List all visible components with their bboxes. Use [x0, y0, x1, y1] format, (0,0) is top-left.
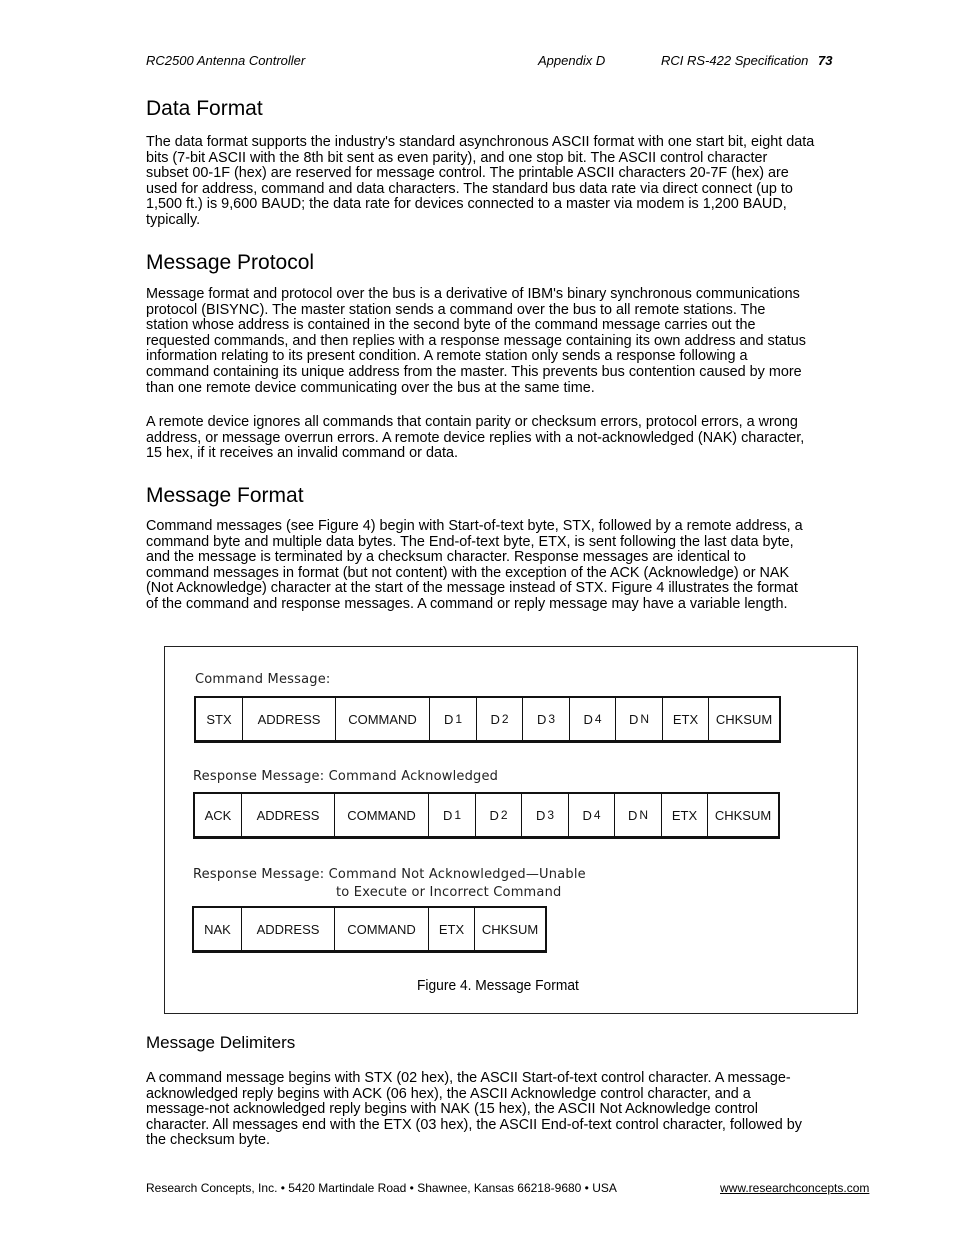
field-name: CHKSUM: [715, 711, 773, 727]
text-line: 1,500 ft.) is 9,600 BAUD; the data rate for devices connected to a master via modem is 1,200 BAUD,: [146, 196, 787, 213]
field-name: D: [628, 711, 639, 727]
field-cell: [336, 698, 430, 740]
text-line: Message format and protocol over the bus is a derivative of IBM's binary synchronous communications: [146, 286, 800, 302]
heading-message-delimiters: Message Delimiters: [146, 1033, 296, 1052]
figure-label: Command Message:: [195, 672, 331, 687]
text-line: of the command and response messages. A command or reply message may have a variable length.: [146, 595, 788, 612]
field-cell: [430, 698, 477, 740]
figure-message-format: [164, 646, 858, 1014]
heading-message-format: Message Format: [146, 484, 304, 507]
field-cell: [476, 794, 522, 836]
field-name: D: [443, 711, 454, 727]
field-cell: [475, 908, 545, 950]
field-cell: [477, 698, 523, 740]
field-name: ACK: [204, 807, 232, 823]
text-line: acknowledged reply begins with ACK (06 hex), the ASCII Acknowledge control character, and a: [146, 1085, 751, 1102]
text-line: The data format supports the industry's standard asynchronous ASCII format with one start bit, eight data: [146, 134, 815, 150]
field-cell: [242, 794, 335, 836]
field-cell: [335, 908, 429, 950]
header-section: RCI RS-422 Specification: [661, 53, 809, 68]
field-cell: [429, 794, 476, 836]
text-line: character. All messages end with the ETX (03 hex), the ASCII End-of-text control character, followed by: [146, 1116, 802, 1133]
field-name: ETX: [671, 807, 698, 823]
text-line: A remote device ignores all commands that contain parity or checksum errors, protocol errors, a wrong: [146, 414, 798, 430]
text-line: typically.: [146, 211, 201, 228]
text-line: requested commands, and then replies with a response message containing its own address and status: [146, 332, 806, 349]
field-cell: [570, 698, 616, 740]
text-line: bits (7-bit ASCII with the 8th bit sent as even parity), and one stop bit. The ASCII control character: [146, 149, 768, 166]
field-name: STX: [206, 711, 232, 727]
field-cell: [569, 794, 615, 836]
field-cell: [709, 698, 779, 740]
text-line: information relating to its present condition. A remote station only sends a response following a: [146, 348, 748, 365]
field-subscript: N: [640, 712, 650, 726]
field-subscript: 3: [547, 808, 555, 822]
paragraph: [146, 519, 886, 613]
field-name: ADDRESS: [256, 921, 320, 937]
field-cell: [615, 794, 662, 836]
field-subscript: 4: [594, 712, 602, 726]
field-cell: [194, 908, 242, 950]
text-line: and the message is terminated by a checksum character. Response messages are identical to: [146, 549, 746, 566]
field-subscript: 1: [455, 712, 463, 726]
field-subscript: 3: [548, 712, 556, 726]
paragraph: [146, 287, 886, 396]
figure-label: Response Message: Command Acknowledged: [193, 769, 499, 784]
footer-address: Research Concepts, Inc. • 5420 Martindale Road • Shawnee, Kansas 66218-9680 • USA: [146, 1181, 617, 1195]
paragraph: [146, 1071, 886, 1149]
field-name: ADDRESS: [256, 807, 320, 823]
text-line: address, or message overrun errors. A remote device replies with a not-acknowledged (NAK) character,: [146, 429, 805, 446]
field-name: COMMAND: [348, 711, 417, 727]
field-name: D: [536, 711, 547, 727]
field-cell: [196, 698, 243, 740]
field-name: COMMAND: [347, 921, 416, 937]
figure-label: to Execute or Incorrect Command: [336, 885, 562, 900]
text-line: used for address, command and data characters. The standard bus data rate via direct connect (up to: [146, 180, 793, 197]
field-cell: [522, 794, 569, 836]
field-cell: [429, 908, 475, 950]
field-name: D: [627, 807, 638, 823]
heading-data-format: Data Format: [146, 97, 263, 120]
field-name: D: [583, 711, 593, 727]
text-line: station whose address is contained in the second byte of the command message carries out the: [146, 317, 756, 334]
field-subscript: N: [639, 808, 649, 822]
text-line: than one remote device communicating over the bus at the same time.: [146, 379, 595, 396]
figure-label: Response Message: Command Not Acknowledged—Unable: [193, 867, 586, 882]
header-doc-title: RC2500 Antenna Controller: [146, 53, 306, 68]
field-cell: [662, 794, 708, 836]
ack-message-diagram: [193, 792, 780, 839]
field-subscript: 2: [500, 808, 508, 822]
figure-caption: Figure 4. Message Format: [417, 977, 579, 994]
field-name: ADDRESS: [257, 711, 321, 727]
text-line: subset 00-1F (hex) are reserved for message control. The printable ASCII characters 20-7F (hex) are: [146, 165, 789, 182]
field-cell: [243, 698, 336, 740]
field-name: D: [489, 807, 499, 823]
text-line: command messages in format (but not content) with the exception of the ACK (Acknowledge) or NAK: [146, 564, 790, 581]
paragraph: [146, 415, 886, 462]
field-name: ETX: [438, 921, 465, 937]
text-line: the checksum byte.: [146, 1132, 270, 1149]
footer-website-link[interactable]: www.researchconcepts.com: [720, 1181, 870, 1195]
field-name: D: [442, 807, 453, 823]
field-subscript: 1: [454, 808, 462, 822]
command-message-diagram: [194, 696, 781, 743]
field-name: COMMAND: [347, 807, 416, 823]
text-line: message-not acknowledged reply begins with NAK (15 hex), the ASCII Not Acknowledge control: [146, 1101, 758, 1118]
field-cell: [523, 698, 570, 740]
field-cell: [242, 908, 335, 950]
nak-message-diagram: [192, 906, 547, 953]
paragraph: [146, 135, 886, 229]
heading-message-protocol: Message Protocol: [146, 251, 315, 274]
field-cell: [195, 794, 242, 836]
text-line: Command messages (see Figure 4) begin with Start-of-text byte, STX, followed by a remote address, a: [146, 518, 803, 534]
text-line: command byte and multiple data bytes. The End-of-text byte, ETX, is sent following the last data byte,: [146, 533, 794, 550]
field-name: D: [490, 711, 500, 727]
field-cell: [616, 698, 663, 740]
field-cell: [708, 794, 778, 836]
page-number: 73: [818, 53, 833, 68]
field-name: D: [582, 807, 592, 823]
field-cell: [663, 698, 709, 740]
field-name: CHKSUM: [714, 807, 772, 823]
text-line: 15 hex, if it receives an invalid command or data.: [146, 445, 458, 462]
text-line: protocol (BISYNC). The master station sends a command over the bus to all remote stations. The: [146, 301, 766, 318]
field-name: CHKSUM: [481, 921, 539, 937]
header-appendix: Appendix D: [538, 53, 606, 68]
field-name: D: [535, 807, 546, 823]
text-line: A command message begins with STX (02 hex), the ASCII Start-of-text control character. A message-: [146, 1070, 791, 1086]
field-name: NAK: [204, 921, 231, 937]
field-subscript: 2: [501, 712, 509, 726]
field-subscript: 4: [593, 808, 601, 822]
field-name: ETX: [672, 711, 699, 727]
text-line: (Not Acknowledge) character at the start of the message instead of STX. Figure 4 illustrates the format: [146, 580, 798, 597]
field-cell: [335, 794, 429, 836]
text-line: command containing its unique address from the master. This prevents bus contention caused by more: [146, 363, 802, 380]
